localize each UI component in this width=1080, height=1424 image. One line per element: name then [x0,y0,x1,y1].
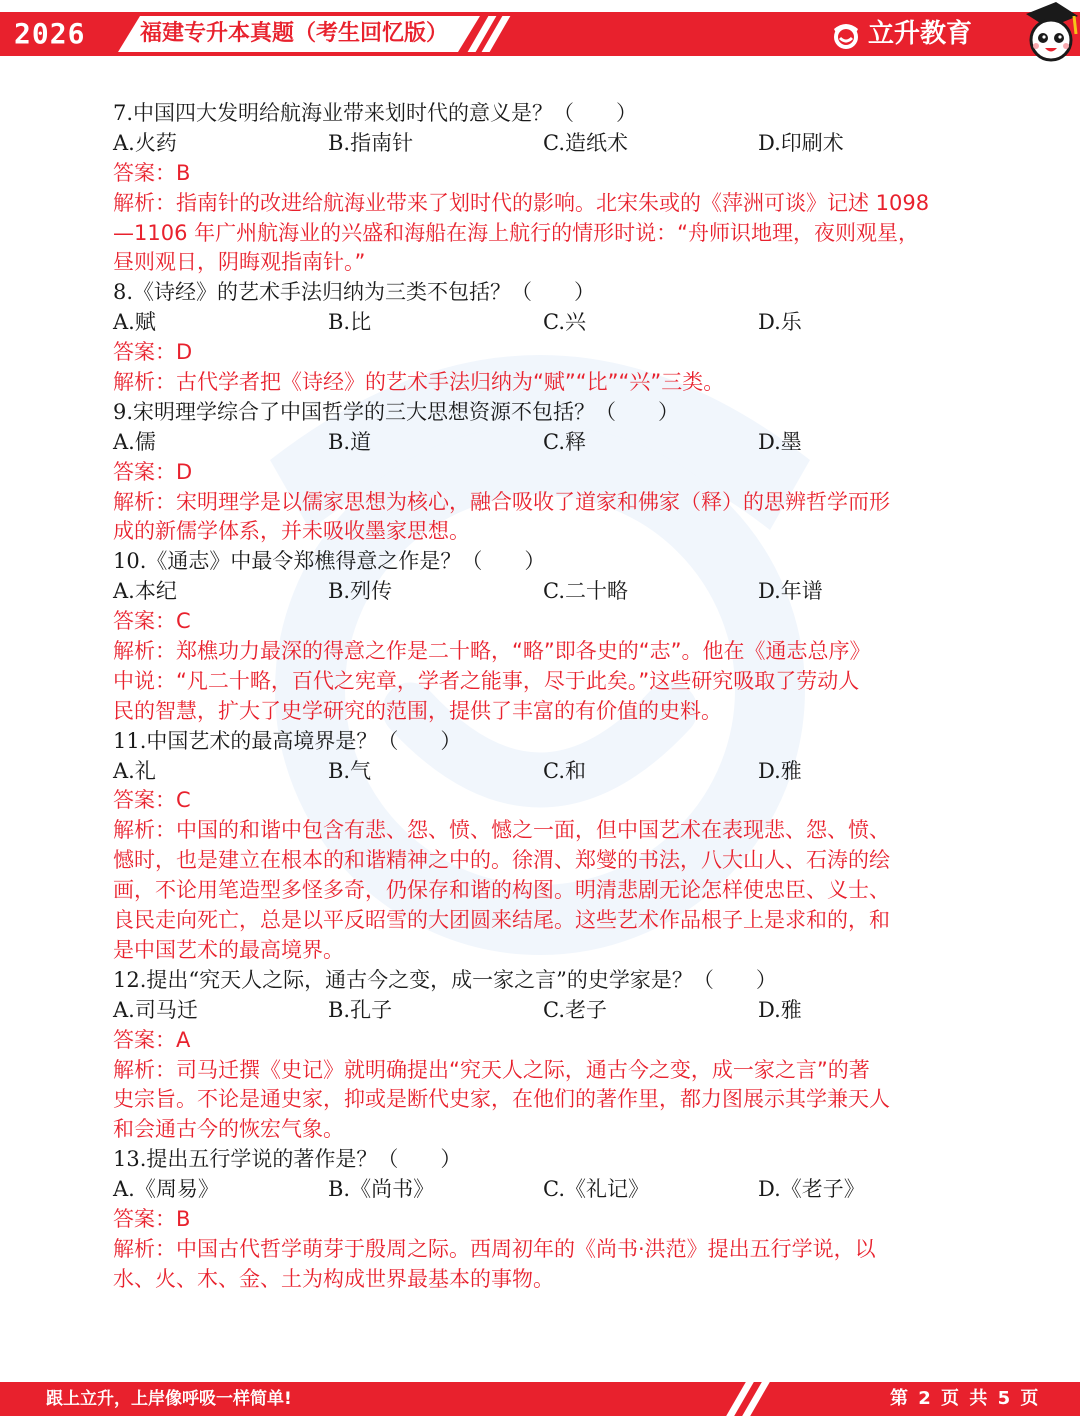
question-block [113,278,973,398]
option-c: C.造纸术 [543,130,628,155]
question-options [113,308,973,338]
question-options [113,757,973,787]
question-stem: 12.提出“究天人之际，通古今之变，成一家之言”的史学家是？（ ） [113,967,777,992]
answer-line: 答案：D [113,459,193,484]
question-stem: 13.提出五行学说的著作是？（ ） [113,1147,462,1172]
answer-line: 答案：C [113,788,191,813]
question-stem: 11.中国艺术的最高境界是？（ ） [113,728,462,753]
analysis-line: 憾时，也是建立在根本的和谐精神之中的。徐渭、郑燮的书法，八大山人、石涛的绘 [113,848,890,873]
analysis-line: 解析：宋明理学是以儒家思想为核心，融合吸收了道家和佛家（释）的思辨哲学而形 [113,489,890,514]
analysis-line: 水、火、木、金、土为构成世界最基本的事物。 [113,1266,554,1291]
analysis-line: 昼则观日，阴晦观指南针。” [113,250,366,275]
answer-line: 答案：A [113,1027,191,1052]
header-year: 2026 [14,17,86,50]
option-b: B.列传 [328,579,393,604]
option-a: A.本纪 [113,579,177,604]
brand [830,14,972,54]
question-block [113,1145,973,1294]
option-d: D.雅 [758,758,802,783]
analysis-line: 民的智慧，扩大了史学研究的范围，提供了丰富的有价值的史料。 [113,698,722,723]
question-block [113,99,973,278]
question-options [113,428,973,458]
question-list [113,99,973,1295]
brand-logo-icon [830,19,862,49]
option-d: D.《老子》 [758,1177,865,1202]
option-c: C.和 [543,758,586,783]
option-a: A.儒 [113,429,156,454]
question-stem: 9.宋明理学综合了中国哲学的三大思想资源不包括？（ ） [113,399,680,424]
analysis-line: 是中国艺术的最高境界。 [113,937,344,962]
option-d: D.年谱 [758,579,823,604]
option-b: B.道 [328,429,372,454]
answer-line: 答案：D [113,340,193,365]
option-d: D.墨 [758,429,802,454]
option-a: A.礼 [113,758,156,783]
option-d: D.雅 [758,997,802,1022]
question-block [113,547,973,726]
analysis-line: 和会通古今的恢宏气象。 [113,1117,344,1142]
option-c: C.兴 [543,310,586,335]
question-stem: 7.中国四大发明给航海业带来划时代的意义是？（ ） [113,101,638,125]
analysis-line: 解析：中国古代哲学萌芽于殷周之际。西周初年的《尚书·洪范》提出五行学说，以 [113,1236,876,1261]
analysis-line: 解析：中国的和谐中包含有悲、怨、愤、憾之一面，但中国艺术在表现悲、怨、愤、 [113,818,890,843]
question-options [113,129,973,159]
question-block [113,398,973,547]
question-stem: 8.《诗经》的艺术手法归纳为三类不包括？（ ） [113,280,596,305]
question-options [113,1175,973,1205]
option-b: B.气 [328,758,372,783]
answer-line: 答案：B [113,160,191,185]
analysis-line: 解析：司马迁撰《史记》就明确提出“究天人之际，通古今之变，成一家之言”的著 [113,1057,870,1082]
option-b: B.比 [328,310,372,335]
question-block [113,727,973,966]
option-c: C.释 [543,429,586,454]
answer-line: 答案：B [113,1206,191,1231]
answer-line: 答案：C [113,609,191,634]
option-c: C.老子 [543,997,607,1022]
brand-name: 立升教育 [868,19,973,49]
page-number: 第 2 页 共 5 页 [890,1388,1041,1409]
question-options [113,577,973,607]
option-a: A.火药 [113,130,177,155]
page-footer [0,1382,1080,1416]
question-options [113,996,973,1026]
analysis-line: 良民走向死亡，总是以平反昭雪的大团圆来结尾。这些艺术作品根子上是求和的，和 [113,908,890,933]
option-c: C.《礼记》 [543,1177,649,1202]
question-stem: 10.《通志》中最令郑樵得意之作是？（ ） [113,549,546,574]
option-c: C.二十略 [543,579,628,604]
option-b: B.孔子 [328,997,393,1022]
page-header [0,0,1080,70]
analysis-line: 解析：古代学者把《诗经》的艺术手法归纳为“赋”“比”“兴”三类。 [113,370,725,395]
header-title: 福建专升本真题（考生回忆版） [140,21,449,46]
mascot-icon [1022,0,1080,66]
analysis-line: 史宗旨。不论是通史家，抑或是断代史家，在他们的著作里，都力图展示其学兼天人 [113,1087,890,1112]
analysis-line: 解析：指南针的改进给航海业带来了划时代的影响。北宋朱或的《萍洲可谈》记述 1098 [113,190,930,215]
option-a: A.《周易》 [113,1177,219,1202]
analysis-line: 成的新儒学体系，并未吸收墨家思想。 [113,519,470,544]
option-d: D.印刷术 [758,130,844,155]
option-a: A.赋 [113,310,156,335]
analysis-line: 画，不论用笔造型多怪多奇，仍保存和谐的构图。明清悲剧无论怎样使忠臣、义士、 [113,878,890,903]
analysis-line: —1106 年广州航海业的兴盛和海船在海上航行的情形时说：“舟师识地理，夜则观星， [113,220,919,245]
option-a: A.司马迁 [113,997,198,1022]
option-b: B.《尚书》 [328,1177,435,1202]
footer-slogan: 跟上立升，上岸像呼吸一样简单! [46,1389,292,1409]
question-block [113,966,973,1145]
option-b: B.指南针 [328,130,414,155]
option-d: D.乐 [758,310,802,335]
analysis-line: 解析：郑樵功力最深的得意之作是二十略，“略”即各史的“志”。他在《通志总序》 [113,639,871,664]
analysis-line: 中说：“凡二十略，百代之宪章，学者之能事，尽于此矣。”这些研究吸取了劳动人 [113,668,860,693]
